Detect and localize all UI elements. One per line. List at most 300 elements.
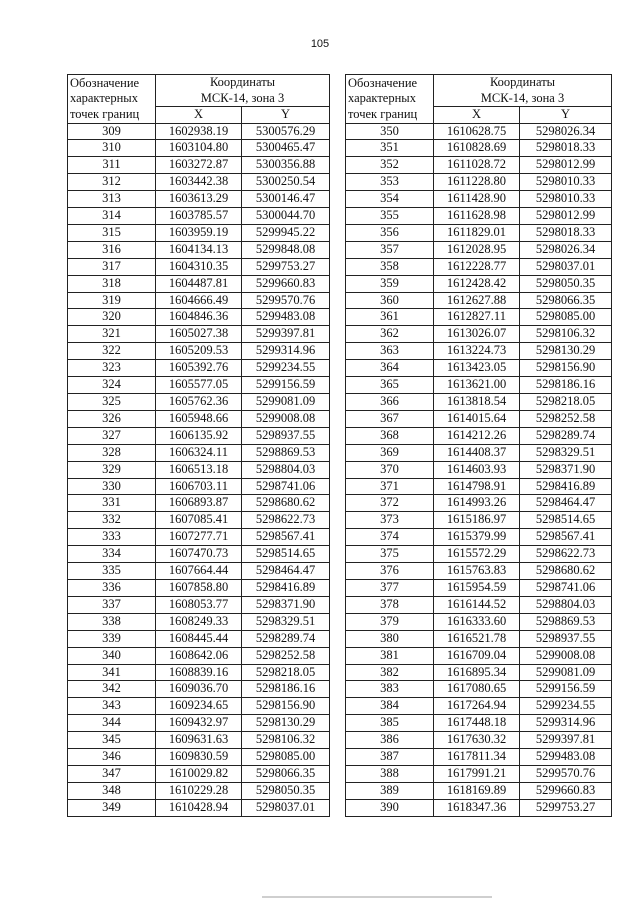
table-row	[68, 377, 330, 394]
y-coordinate-cell: 5298037.01	[520, 258, 612, 275]
x-coordinate-cell: 1610229.28	[156, 782, 242, 799]
crs-header: МСК-14, зона 3	[156, 91, 330, 107]
designation-header: Обозначение характерных точек границ	[346, 75, 434, 124]
table-row	[68, 309, 330, 326]
y-coordinate-cell: 5298010.33	[520, 174, 612, 191]
point-number-cell: 342	[68, 681, 156, 698]
y-coordinate-cell: 5299234.55	[242, 360, 330, 377]
table-row	[68, 529, 330, 546]
y-coordinate-cell: 5298018.33	[520, 140, 612, 157]
table-row	[346, 343, 612, 360]
table-row	[346, 664, 612, 681]
scan-edge-mark	[262, 896, 492, 898]
table-row	[68, 613, 330, 630]
y-coordinate-cell: 5298066.35	[242, 765, 330, 782]
table-row	[68, 343, 330, 360]
point-number-cell: 337	[68, 596, 156, 613]
x-coordinate-cell: 1604134.13	[156, 241, 242, 258]
x-coordinate-cell: 1611428.90	[434, 191, 520, 208]
table-row	[346, 478, 612, 495]
point-number-cell: 344	[68, 715, 156, 732]
x-coordinate-cell: 1606324.11	[156, 444, 242, 461]
y-coordinate-cell: 5299660.83	[520, 782, 612, 799]
x-coordinate-cell: 1608839.16	[156, 664, 242, 681]
table-row	[68, 681, 330, 698]
x-coordinate-cell: 1612627.88	[434, 292, 520, 309]
point-number-cell: 332	[68, 512, 156, 529]
x-coordinate-cell: 1605948.66	[156, 410, 242, 427]
y-coordinate-cell: 5298869.53	[242, 444, 330, 461]
y-coordinate-cell: 5299570.76	[242, 292, 330, 309]
point-number-cell: 390	[346, 799, 434, 816]
x-coordinate-cell: 1613224.73	[434, 343, 520, 360]
table-row	[68, 630, 330, 647]
table-row	[346, 174, 612, 191]
y-coordinate-cell: 5300465.47	[242, 140, 330, 157]
x-coordinate-cell: 1602938.19	[156, 123, 242, 140]
point-number-cell: 375	[346, 546, 434, 563]
table-row	[346, 681, 612, 698]
point-number-cell: 362	[346, 326, 434, 343]
x-coordinate-cell: 1612428.42	[434, 275, 520, 292]
point-number-cell: 325	[68, 394, 156, 411]
point-number-cell: 383	[346, 681, 434, 698]
x-coordinate-cell: 1616144.52	[434, 596, 520, 613]
x-coordinate-cell: 1614015.64	[434, 410, 520, 427]
point-number-cell: 328	[68, 444, 156, 461]
point-number-cell: 372	[346, 495, 434, 512]
table-row	[346, 377, 612, 394]
y-coordinate-cell: 5299008.08	[242, 410, 330, 427]
point-number-cell: 318	[68, 275, 156, 292]
y-coordinate-cell: 5298085.00	[520, 309, 612, 326]
point-number-cell: 345	[68, 732, 156, 749]
table-row	[68, 715, 330, 732]
y-coordinate-cell: 5298186.16	[520, 377, 612, 394]
point-number-cell: 336	[68, 579, 156, 596]
x-coordinate-cell: 1603442.38	[156, 174, 242, 191]
x-coordinate-cell: 1603785.57	[156, 208, 242, 225]
x-coordinate-cell: 1613621.00	[434, 377, 520, 394]
x-coordinate-cell: 1603959.19	[156, 224, 242, 241]
y-coordinate-cell: 5298622.73	[520, 546, 612, 563]
x-coordinate-cell: 1617811.34	[434, 749, 520, 766]
table-row	[346, 140, 612, 157]
point-number-cell: 361	[346, 309, 434, 326]
point-number-cell: 340	[68, 647, 156, 664]
point-number-cell: 335	[68, 563, 156, 580]
point-number-cell: 316	[68, 241, 156, 258]
y-coordinate-cell: 5299660.83	[242, 275, 330, 292]
table-row	[346, 529, 612, 546]
point-number-cell: 347	[68, 765, 156, 782]
y-coordinate-cell: 5298329.51	[242, 613, 330, 630]
point-number-cell: 370	[346, 461, 434, 478]
y-coordinate-cell: 5298050.35	[520, 275, 612, 292]
y-coordinate-cell: 5300250.54	[242, 174, 330, 191]
y-coordinate-cell: 5298680.62	[242, 495, 330, 512]
x-coordinate-cell: 1603272.87	[156, 157, 242, 174]
point-number-cell: 365	[346, 377, 434, 394]
x-coordinate-cell: 1604846.36	[156, 309, 242, 326]
y-coordinate-cell: 5298680.62	[520, 563, 612, 580]
point-number-cell: 367	[346, 410, 434, 427]
y-coordinate-cell: 5298514.65	[520, 512, 612, 529]
y-header: Y	[520, 107, 612, 124]
table-row	[346, 732, 612, 749]
x-coordinate-cell: 1614798.91	[434, 478, 520, 495]
x-coordinate-cell: 1617991.21	[434, 765, 520, 782]
point-number-cell: 385	[346, 715, 434, 732]
x-coordinate-cell: 1605027.38	[156, 326, 242, 343]
y-coordinate-cell: 5298371.90	[520, 461, 612, 478]
table-row	[346, 715, 612, 732]
table-row	[68, 495, 330, 512]
table-body-right	[346, 123, 612, 816]
x-coordinate-cell: 1614603.93	[434, 461, 520, 478]
y-coordinate-cell: 5298804.03	[242, 461, 330, 478]
coords-header: Координаты	[434, 75, 612, 91]
table-row	[346, 410, 612, 427]
table-row	[346, 444, 612, 461]
table-row	[346, 596, 612, 613]
x-coordinate-cell: 1609432.97	[156, 715, 242, 732]
point-number-cell: 346	[68, 749, 156, 766]
y-coordinate-cell: 5298464.47	[242, 563, 330, 580]
x-coordinate-cell: 1607664.44	[156, 563, 242, 580]
x-coordinate-cell: 1617630.32	[434, 732, 520, 749]
y-coordinate-cell: 5299314.96	[520, 715, 612, 732]
designation-header: Обозначение характерных точек границ	[68, 75, 156, 124]
point-number-cell: 310	[68, 140, 156, 157]
y-coordinate-cell: 5298567.41	[242, 529, 330, 546]
table-row	[346, 123, 612, 140]
y-coordinate-cell: 5299156.59	[520, 681, 612, 698]
point-number-cell: 374	[346, 529, 434, 546]
point-number-cell: 319	[68, 292, 156, 309]
table-row	[346, 309, 612, 326]
x-coordinate-cell: 1605762.36	[156, 394, 242, 411]
table-row	[346, 258, 612, 275]
x-coordinate-cell: 1612827.11	[434, 309, 520, 326]
point-number-cell: 358	[346, 258, 434, 275]
x-coordinate-cell: 1613818.54	[434, 394, 520, 411]
x-coordinate-cell: 1617448.18	[434, 715, 520, 732]
table-row	[346, 512, 612, 529]
y-coordinate-cell: 5298252.58	[242, 647, 330, 664]
x-coordinate-cell: 1610828.69	[434, 140, 520, 157]
x-coordinate-cell: 1605209.53	[156, 343, 242, 360]
y-coordinate-cell: 5298567.41	[520, 529, 612, 546]
table-row	[68, 241, 330, 258]
table-row	[346, 495, 612, 512]
point-number-cell: 371	[346, 478, 434, 495]
point-number-cell: 380	[346, 630, 434, 647]
table-header	[346, 75, 612, 124]
x-coordinate-cell: 1607858.80	[156, 579, 242, 596]
x-coordinate-cell: 1611628.98	[434, 208, 520, 225]
x-coordinate-cell: 1604487.81	[156, 275, 242, 292]
y-coordinate-cell: 5298741.06	[520, 579, 612, 596]
point-number-cell: 379	[346, 613, 434, 630]
x-coordinate-cell: 1617264.94	[434, 698, 520, 715]
x-coordinate-cell: 1609830.59	[156, 749, 242, 766]
y-coordinate-cell: 5299483.08	[242, 309, 330, 326]
x-coordinate-cell: 1615763.83	[434, 563, 520, 580]
point-number-cell: 352	[346, 157, 434, 174]
table-row	[346, 461, 612, 478]
point-number-cell: 356	[346, 224, 434, 241]
y-coordinate-cell: 5298012.99	[520, 157, 612, 174]
x-coordinate-cell: 1616709.04	[434, 647, 520, 664]
y-coordinate-cell: 5298804.03	[520, 596, 612, 613]
point-number-cell: 341	[68, 664, 156, 681]
table-row	[68, 326, 330, 343]
x-coordinate-cell: 1608445.44	[156, 630, 242, 647]
x-coordinate-cell: 1617080.65	[434, 681, 520, 698]
x-header: X	[156, 107, 242, 124]
point-number-cell: 331	[68, 495, 156, 512]
table-row	[68, 546, 330, 563]
point-number-cell: 381	[346, 647, 434, 664]
point-number-cell: 386	[346, 732, 434, 749]
table-row	[346, 698, 612, 715]
y-coordinate-cell: 5298741.06	[242, 478, 330, 495]
point-number-cell: 324	[68, 377, 156, 394]
point-number-cell: 355	[346, 208, 434, 225]
x-coordinate-cell: 1608249.33	[156, 613, 242, 630]
y-coordinate-cell: 5298026.34	[520, 241, 612, 258]
y-coordinate-cell: 5298156.90	[520, 360, 612, 377]
point-number-cell: 373	[346, 512, 434, 529]
table-row	[346, 224, 612, 241]
table-row	[68, 224, 330, 241]
table-row	[346, 360, 612, 377]
table-row	[68, 360, 330, 377]
table-row	[346, 241, 612, 258]
table-row	[346, 292, 612, 309]
y-coordinate-cell: 5299397.81	[520, 732, 612, 749]
y-coordinate-cell: 5298218.05	[242, 664, 330, 681]
point-number-cell: 382	[346, 664, 434, 681]
table-row	[68, 698, 330, 715]
table-row	[68, 123, 330, 140]
point-number-cell: 338	[68, 613, 156, 630]
table-row	[346, 326, 612, 343]
x-coordinate-cell: 1607277.71	[156, 529, 242, 546]
point-number-cell: 359	[346, 275, 434, 292]
point-number-cell: 323	[68, 360, 156, 377]
y-coordinate-cell: 5300146.47	[242, 191, 330, 208]
x-coordinate-cell: 1609036.70	[156, 681, 242, 698]
y-coordinate-cell: 5298329.51	[520, 444, 612, 461]
y-coordinate-cell: 5298622.73	[242, 512, 330, 529]
y-coordinate-cell: 5298018.33	[520, 224, 612, 241]
point-number-cell: 320	[68, 309, 156, 326]
point-number-cell: 351	[346, 140, 434, 157]
coords-header: Координаты	[156, 75, 330, 91]
y-coordinate-cell: 5299848.08	[242, 241, 330, 258]
point-number-cell: 363	[346, 343, 434, 360]
crs-header: МСК-14, зона 3	[434, 91, 612, 107]
table-body-left	[68, 123, 330, 816]
y-coordinate-cell: 5300356.88	[242, 157, 330, 174]
x-coordinate-cell: 1615572.29	[434, 546, 520, 563]
point-number-cell: 326	[68, 410, 156, 427]
point-number-cell: 329	[68, 461, 156, 478]
table-row	[346, 782, 612, 799]
y-coordinate-cell: 5298869.53	[520, 613, 612, 630]
y-coordinate-cell: 5300576.29	[242, 123, 330, 140]
y-coordinate-cell: 5298130.29	[242, 715, 330, 732]
x-coordinate-cell: 1616895.34	[434, 664, 520, 681]
y-coordinate-cell: 5298130.29	[520, 343, 612, 360]
y-coordinate-cell: 5298050.35	[242, 782, 330, 799]
table-row	[68, 579, 330, 596]
table-row	[68, 275, 330, 292]
x-coordinate-cell: 1606135.92	[156, 427, 242, 444]
point-number-cell: 366	[346, 394, 434, 411]
x-coordinate-cell: 1603613.29	[156, 191, 242, 208]
x-coordinate-cell: 1607085.41	[156, 512, 242, 529]
table-row	[68, 258, 330, 275]
point-number-cell: 314	[68, 208, 156, 225]
y-coordinate-cell: 5298106.32	[520, 326, 612, 343]
table-row	[68, 427, 330, 444]
table-row	[346, 546, 612, 563]
point-number-cell: 364	[346, 360, 434, 377]
y-coordinate-cell: 5298514.65	[242, 546, 330, 563]
point-number-cell: 354	[346, 191, 434, 208]
x-coordinate-cell: 1610029.82	[156, 765, 242, 782]
x-coordinate-cell: 1612228.77	[434, 258, 520, 275]
point-number-cell: 315	[68, 224, 156, 241]
point-number-cell: 322	[68, 343, 156, 360]
y-coordinate-cell: 5298289.74	[242, 630, 330, 647]
table-row	[346, 394, 612, 411]
table-row	[68, 410, 330, 427]
point-number-cell: 369	[346, 444, 434, 461]
table-row	[346, 563, 612, 580]
x-coordinate-cell: 1609631.63	[156, 732, 242, 749]
table-row	[68, 512, 330, 529]
table-row	[68, 765, 330, 782]
x-coordinate-cell: 1604310.35	[156, 258, 242, 275]
table-row	[346, 427, 612, 444]
point-number-cell: 353	[346, 174, 434, 191]
table-row	[346, 749, 612, 766]
point-number-cell: 357	[346, 241, 434, 258]
table-header	[68, 75, 330, 124]
y-coordinate-cell: 5299156.59	[242, 377, 330, 394]
y-coordinate-cell: 5298156.90	[242, 698, 330, 715]
table-row	[346, 208, 612, 225]
table-row	[68, 174, 330, 191]
y-coordinate-cell: 5298186.16	[242, 681, 330, 698]
x-coordinate-cell: 1608642.06	[156, 647, 242, 664]
table-row	[68, 596, 330, 613]
point-number-cell: 389	[346, 782, 434, 799]
y-coordinate-cell: 5300044.70	[242, 208, 330, 225]
x-coordinate-cell: 1606513.18	[156, 461, 242, 478]
x-coordinate-cell: 1607470.73	[156, 546, 242, 563]
y-coordinate-cell: 5299081.09	[242, 394, 330, 411]
table-row	[68, 749, 330, 766]
table-row	[68, 157, 330, 174]
table-row	[346, 275, 612, 292]
x-coordinate-cell: 1614212.26	[434, 427, 520, 444]
point-number-cell: 343	[68, 698, 156, 715]
table-row	[68, 394, 330, 411]
y-coordinate-cell: 5298937.55	[520, 630, 612, 647]
point-number-cell: 349	[68, 799, 156, 816]
point-number-cell: 377	[346, 579, 434, 596]
table-row	[68, 664, 330, 681]
x-coordinate-cell: 1605577.05	[156, 377, 242, 394]
y-coordinate-cell: 5299234.55	[520, 698, 612, 715]
table-row	[346, 799, 612, 816]
point-number-cell: 339	[68, 630, 156, 647]
y-coordinate-cell: 5298464.47	[520, 495, 612, 512]
table-row	[346, 157, 612, 174]
point-number-cell: 317	[68, 258, 156, 275]
x-coordinate-cell: 1610628.75	[434, 123, 520, 140]
point-number-cell: 387	[346, 749, 434, 766]
table-row	[68, 563, 330, 580]
y-coordinate-cell: 5299008.08	[520, 647, 612, 664]
point-number-cell: 350	[346, 123, 434, 140]
x-coordinate-cell: 1612028.95	[434, 241, 520, 258]
x-coordinate-cell: 1606703.11	[156, 478, 242, 495]
table-row	[68, 292, 330, 309]
point-number-cell: 376	[346, 563, 434, 580]
y-coordinate-cell: 5298037.01	[242, 799, 330, 816]
point-number-cell: 333	[68, 529, 156, 546]
y-coordinate-cell: 5298371.90	[242, 596, 330, 613]
table-row	[68, 444, 330, 461]
x-coordinate-cell: 1618347.36	[434, 799, 520, 816]
x-coordinate-cell: 1614408.37	[434, 444, 520, 461]
point-number-cell: 360	[346, 292, 434, 309]
x-coordinate-cell: 1605392.76	[156, 360, 242, 377]
point-number-cell: 368	[346, 427, 434, 444]
point-number-cell: 311	[68, 157, 156, 174]
x-header: X	[434, 107, 520, 124]
x-coordinate-cell: 1616333.60	[434, 613, 520, 630]
point-number-cell: 348	[68, 782, 156, 799]
x-coordinate-cell: 1608053.77	[156, 596, 242, 613]
y-header: Y	[242, 107, 330, 124]
point-number-cell: 321	[68, 326, 156, 343]
y-coordinate-cell: 5299753.27	[520, 799, 612, 816]
x-coordinate-cell: 1611829.01	[434, 224, 520, 241]
table-row	[68, 191, 330, 208]
table-row	[68, 208, 330, 225]
y-coordinate-cell: 5299483.08	[520, 749, 612, 766]
table-row	[346, 613, 612, 630]
x-coordinate-cell: 1618169.89	[434, 782, 520, 799]
y-coordinate-cell: 5298066.35	[520, 292, 612, 309]
y-coordinate-cell: 5298289.74	[520, 427, 612, 444]
coordinates-table-left	[67, 74, 330, 817]
table-row	[68, 799, 330, 816]
point-number-cell: 327	[68, 427, 156, 444]
x-coordinate-cell: 1616521.78	[434, 630, 520, 647]
x-coordinate-cell: 1615954.59	[434, 579, 520, 596]
table-row	[346, 630, 612, 647]
x-coordinate-cell: 1609234.65	[156, 698, 242, 715]
x-coordinate-cell: 1615379.99	[434, 529, 520, 546]
